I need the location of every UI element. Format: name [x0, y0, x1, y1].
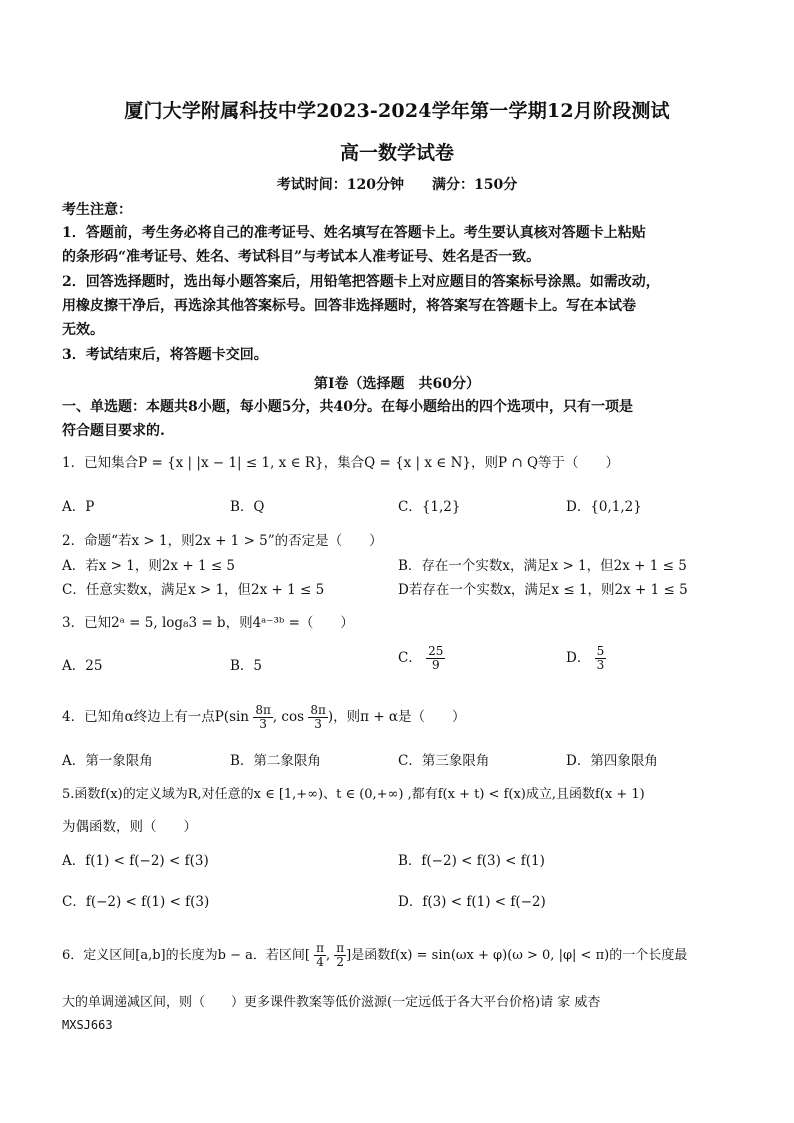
notice-item-1-line-2: 的条形码“准考证号、姓名、考试科目”与考试本人准考证号、姓名是否一致。	[62, 249, 541, 265]
question-1-option-b: B．Q	[230, 499, 265, 515]
paren-open: (sin	[223, 709, 250, 725]
question-5-option-c: C．f(−2) < f(1) < f(3)	[62, 894, 210, 910]
paren-close: )	[327, 709, 334, 725]
question-2-option-b: B．存在一个实数x，满足x > 1，但2x + 1 ≤ 5	[398, 558, 687, 574]
exam-subtitle: 高一数学试卷	[339, 142, 454, 164]
fraction-denominator: 3	[314, 717, 322, 731]
question-3-option-b: B．5	[230, 658, 263, 674]
part1-instructions-line-1: 一、单选题：本题共8小题，每小题5分，共40分。在每小题给出的四个选项中，只有一项是	[62, 399, 633, 415]
exam-info: 考试时间：120分钟 满分：150分	[276, 177, 518, 193]
exam-title: 厦门大学附属科技中学2023-2024学年第一学期12月阶段测试	[124, 100, 670, 122]
question-5-stem-line-2: 为偶函数，则（ ）	[62, 819, 197, 835]
fraction-numerator: 5	[596, 644, 605, 658]
question-3-option-c-fraction	[426, 645, 445, 672]
question-4-stem	[62, 704, 742, 731]
question-6-fraction-1	[314, 942, 326, 969]
fraction-denominator: 4	[316, 955, 324, 969]
question-6-fraction-2	[334, 942, 346, 969]
question-4-stem-suffix: ，则π + α是（ ）	[333, 709, 466, 725]
question-6-stem-suffix: 是函数f(x) = sin(ωx + φ)(ω > 0, |φ| < π)的一个长度最	[351, 948, 688, 963]
question-6-separator: ,	[325, 948, 331, 963]
question-5-option-b: B．f(−2) < f(3) < f(1)	[398, 853, 545, 869]
notice-heading: 考生注意：	[62, 202, 132, 218]
question-2-option-d: D若存在一个实数x，满足x ≤ 1，则2x + 1 ≤ 5	[398, 582, 688, 598]
fraction-numerator: π	[336, 941, 345, 955]
notice-item-1-line-1: 1．答题前，考生务必将自己的准考证号、姓名填写在答题卡上。考生要认真核对答题卡上粘贴	[62, 225, 646, 241]
question-2-option-a: A．若x > 1，则2x + 1 ≤ 5	[62, 558, 236, 574]
question-3-option-c-label: C．	[398, 650, 422, 666]
question-1-stem: 1．已知集合P = {x | |x − 1| ≤ 1, x ∈ R}，集合Q = {x | x ∈ N}，则P ∩ Q等于（ ）	[62, 455, 620, 471]
question-3-stem: 3．已知2ᵃ = 5, log₈3 = b，则4ᵃ⁻³ᵇ =（ ）	[62, 615, 354, 631]
fraction-numerator: π	[316, 941, 324, 955]
fraction-numerator: 8π	[255, 703, 271, 717]
question-5-stem-line-1: 5.函数f(x)的定义域为R,对任意的x ∈ [1,+∞)、t ∈ (0,+∞) ,都有f(x + t) < f(x)成立,且函数f(x + 1)	[62, 787, 645, 802]
question-6-line-2: 大的单调递减区间，则（ ）更多课件教案等低价滋源(一定远低于各大平台价格)请 家 威杏	[62, 995, 601, 1010]
question-4-fraction-1	[253, 704, 273, 731]
fraction-numerator: 25	[428, 644, 444, 658]
fraction-denominator: 2	[336, 955, 345, 969]
question-3-option-d	[566, 645, 606, 672]
question-4-option-a: A．第一象限角	[62, 753, 153, 769]
question-4-option-d: D．第四象限角	[566, 753, 658, 769]
question-1-option-d: D．{0,1,2}	[566, 499, 642, 515]
fraction-denominator: 9	[431, 658, 440, 672]
question-1-option-c: C．{1,2}	[398, 499, 461, 515]
question-4-option-b: B．第二象限角	[230, 753, 321, 769]
section-title: 第Ⅰ卷（选择题 共60分）	[313, 376, 481, 392]
fraction-denominator: 3	[259, 717, 267, 731]
question-4-option-c: C．第三象限角	[398, 753, 490, 769]
question-4-stem-prefix: 4．已知角α终边上有一点P	[62, 709, 224, 725]
question-3-option-d-fraction	[595, 645, 607, 672]
notice-item-2-line-2: 用橡皮擦干净后，再选涂其他答案标号。回答非选择题时，将答案写在答题卡上。写在本试卷	[62, 298, 636, 314]
question-5-option-d: D．f(3) < f(1) < f(−2)	[398, 894, 546, 910]
document-code: MXSJ663	[62, 1018, 113, 1032]
notice-item-2-line-3: 无效。	[62, 322, 104, 338]
question-6-stem	[62, 942, 742, 969]
question-5-option-a: A．f(1) < f(−2) < f(3)	[62, 853, 209, 869]
bracket-open: [	[304, 948, 310, 963]
question-2-stem: 2．命题“若x > 1，则2x + 1 > 5”的否定是（ ）	[62, 533, 383, 549]
fraction-denominator: 3	[596, 658, 605, 672]
fraction-numerator: 8π	[310, 703, 326, 717]
question-3-option-d-label: D．	[566, 650, 591, 666]
question-6-stem-prefix: 6．定义区间[a,b]的长度为b − a．若区间	[62, 948, 305, 963]
question-3-option-a: A．25	[62, 658, 103, 674]
question-1-option-a: A．P	[62, 499, 95, 515]
question-2-option-c: C．任意实数x，满足x > 1，但2x + 1 ≤ 5	[62, 582, 325, 598]
notice-item-2-line-1: 2．回答选择题时，选出每小题答案后，用铅笔把答题卡上对应题目的答案标号涂黑。如需改动，	[62, 274, 660, 290]
question-4-fraction-2	[308, 704, 328, 731]
question-3-option-c	[398, 645, 445, 672]
question-4-separator: , cos	[272, 709, 305, 725]
part1-instructions-line-2: 符合题目要求的.	[62, 423, 165, 439]
notice-item-3: 3．考试结束后，将答题卡交回。	[62, 347, 268, 363]
bracket-close: ]	[346, 948, 352, 963]
